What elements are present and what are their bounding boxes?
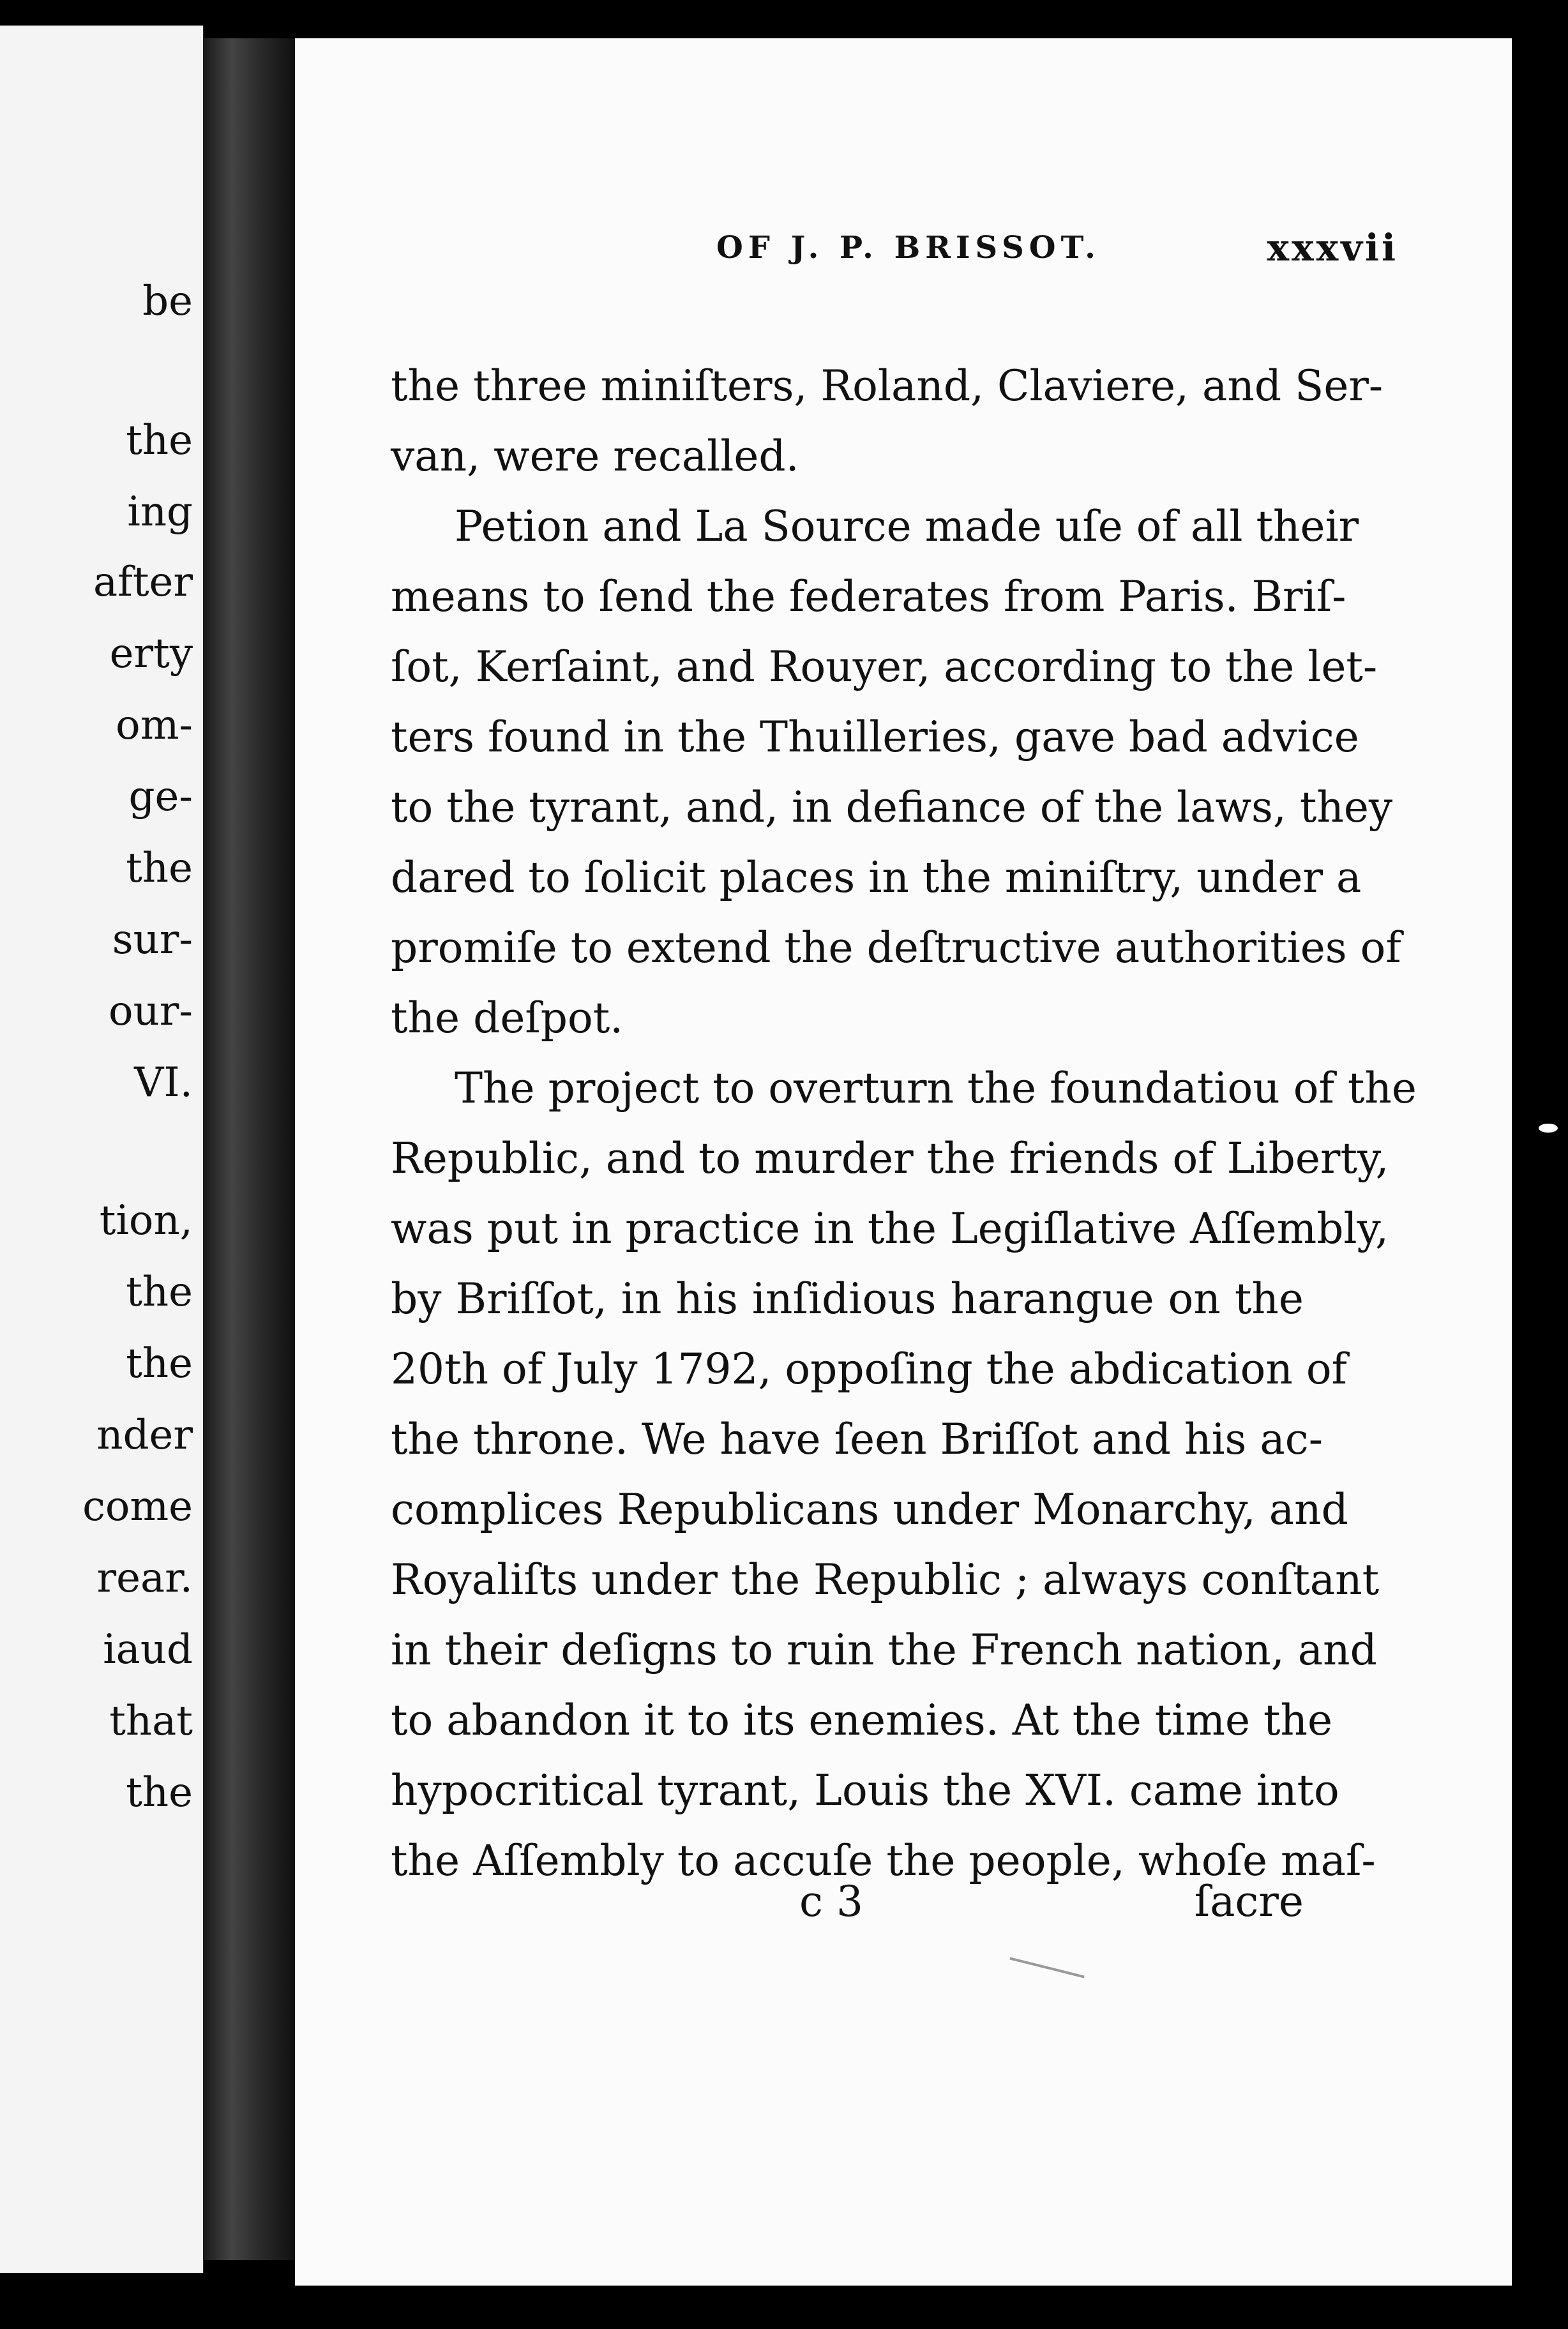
left-page-fragment: nder [96, 1412, 193, 1459]
catchword: ſacre [1194, 1877, 1304, 1926]
text-line: by Briſſot, in his inſidious harangue on the [391, 1274, 1304, 1323]
left-page-fragment: the [126, 1769, 193, 1816]
left-page-fragment: the [126, 1269, 193, 1316]
page-footer [391, 1877, 1304, 1934]
text-line: promiſe to extend the deſtructive authorities of [391, 923, 1401, 972]
left-page-fragment: be [142, 278, 193, 325]
left-page-fragment: rear. [96, 1555, 193, 1602]
right-page [295, 38, 1512, 2286]
left-page-fragment: erty [109, 630, 193, 677]
text-line: to the tyrant, and, in defiance of the laws, they [391, 783, 1393, 832]
text-line: means to ſend the federates from Paris. Briſ- [391, 572, 1346, 621]
left-facing-page [0, 26, 204, 2273]
text-line: was put in practice in the Legiſlative Aſſembly, [391, 1204, 1389, 1253]
left-page-fragment: our- [109, 988, 193, 1035]
text-line: 20th of July 1792, oppoſing the abdication of [391, 1345, 1347, 1394]
left-page-fragment: ge- [128, 773, 193, 820]
left-page-fragment: come [82, 1483, 193, 1530]
text-line: the deſpot. [391, 993, 624, 1043]
left-page-fragment: sur- [112, 916, 193, 963]
left-page-fragment: the [126, 845, 193, 892]
left-page-fragment: VI. [134, 1059, 193, 1106]
text-line: ſot, Kerſaint, and Rouyer, according to the let- [391, 642, 1378, 691]
text-line: dared to ſolicit places in the miniſtry, under a [391, 853, 1362, 902]
body-text [391, 351, 1417, 1896]
text-line: ters found in the Thuilleries, gave bad advice [391, 712, 1359, 762]
text-line: van, were recalled. [391, 432, 799, 481]
left-page-fragment: tion, [99, 1197, 193, 1244]
left-page-fragment: that [109, 1698, 193, 1745]
text-line: The project to overturn the foundatiou of the [455, 1064, 1417, 1113]
text-line: the Aſſembly to accuſe the people, whoſe maſ- [391, 1836, 1376, 1885]
left-page-fragment: the [126, 417, 193, 464]
text-line: to abandon it to its enemies. At the time the [391, 1696, 1333, 1745]
left-page-fragment: after [93, 559, 193, 606]
text-line: Petion and La Source made uſe of all their [455, 502, 1359, 551]
text-line: hypocritical tyrant, Louis the XVI. came into [391, 1766, 1339, 1815]
text-line: complices Republicans under Monarchy, and [391, 1485, 1348, 1534]
signature-mark: c 3 [799, 1877, 863, 1926]
left-page-fragment: ing [127, 488, 193, 536]
left-page-fragment: iaud [103, 1626, 193, 1673]
left-page-fragment: the [126, 1340, 193, 1387]
running-head-title: OF J. P. BRISSOT. [716, 230, 1101, 266]
margin-mark [1539, 1124, 1558, 1133]
book-gutter [203, 38, 299, 2260]
text-line: Republic, and to murder the friends of Liberty, [391, 1134, 1389, 1183]
text-line: the three miniſters, Roland, Claviere, and Ser- [391, 361, 1383, 411]
text-line: in their deſigns to ruin the French nation, and [391, 1625, 1377, 1675]
running-head [295, 226, 1512, 281]
text-line: the throne. We have ſeen Briſſot and his ac- [391, 1415, 1323, 1464]
page-number: xxxvii [1267, 226, 1398, 269]
left-page-fragment: om- [116, 702, 193, 749]
text-line: Royaliſts under the Republic ; always conſtant [391, 1555, 1380, 1604]
